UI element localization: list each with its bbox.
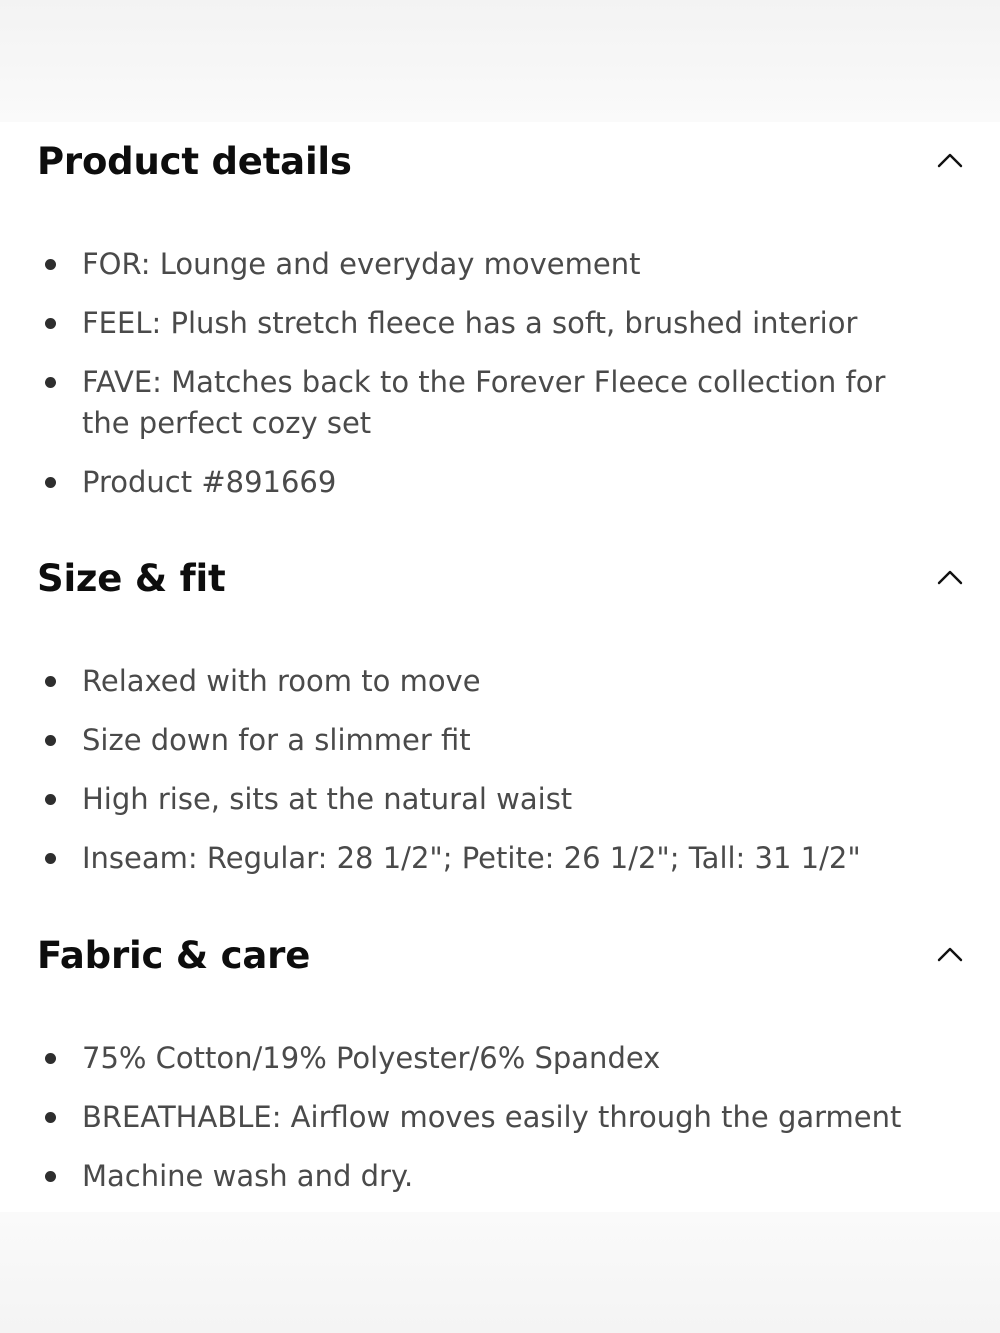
bullet-dot [45, 377, 56, 388]
section-header-size-fit[interactable] [0, 539, 1000, 619]
accordion-panel [0, 122, 1000, 1212]
top-fade [0, 0, 1000, 122]
section-title: Fabric & care [37, 934, 311, 977]
bullet-dot [45, 676, 56, 687]
list-item-text: Inseam: Regular: 28 1/2"; Petite: 26 1/2"; Tall: 31 1/2" [82, 841, 861, 875]
list-item [0, 779, 1000, 820]
list-item [0, 1097, 1000, 1138]
bullet-dot [45, 259, 56, 270]
section-header-product-details[interactable] [0, 122, 1000, 202]
bullet-dot [45, 1053, 56, 1064]
list-item [0, 244, 1000, 285]
list-item [0, 1156, 1000, 1197]
list-item-text: FAVE: Matches back to the Forever Fleece collection for the perfect cozy set [82, 365, 886, 440]
list-item [0, 661, 1000, 702]
chevron-up-icon[interactable] [936, 567, 964, 587]
bullet-list [0, 661, 1000, 897]
bottom-fade [0, 1212, 1000, 1333]
list-item-text: Relaxed with room to move [82, 664, 481, 698]
list-item [0, 362, 1000, 444]
section-title: Size & fit [37, 557, 226, 600]
bullet-dot [45, 735, 56, 746]
chevron-up-icon[interactable] [936, 150, 964, 170]
list-item-text: Machine wash and dry. [82, 1159, 414, 1193]
list-item-text: BREATHABLE: Airflow moves easily through the garment [82, 1100, 902, 1134]
list-item-text: 75% Cotton/19% Polyester/6% Spandex [82, 1041, 661, 1075]
list-item-text: Size down for a slimmer fit [82, 723, 471, 757]
bullet-dot [45, 794, 56, 805]
chevron-up-icon[interactable] [936, 944, 964, 964]
section-product-details [0, 122, 1000, 499]
list-item [0, 1038, 1000, 1079]
list-item [0, 462, 1000, 503]
section-header-fabric-care[interactable] [0, 916, 1000, 996]
list-item-text: FEEL: Plush stretch fleece has a soft, brushed interior [82, 306, 858, 340]
bullet-list [0, 1038, 1000, 1215]
list-item [0, 303, 1000, 344]
section-title: Product details [37, 140, 352, 183]
list-item [0, 838, 1000, 879]
list-item [0, 720, 1000, 761]
bullet-dot [45, 477, 56, 488]
section-fabric-care [0, 916, 1000, 1193]
bullet-dot [45, 318, 56, 329]
bullet-list [0, 244, 1000, 521]
list-item-text: FOR: Lounge and everyday movement [82, 247, 641, 281]
list-item-text: High rise, sits at the natural waist [82, 782, 573, 816]
bullet-dot [45, 1112, 56, 1123]
bullet-dot [45, 853, 56, 864]
list-item-text: Product #891669 [82, 465, 337, 499]
bullet-dot [45, 1171, 56, 1182]
section-size-fit [0, 539, 1000, 875]
